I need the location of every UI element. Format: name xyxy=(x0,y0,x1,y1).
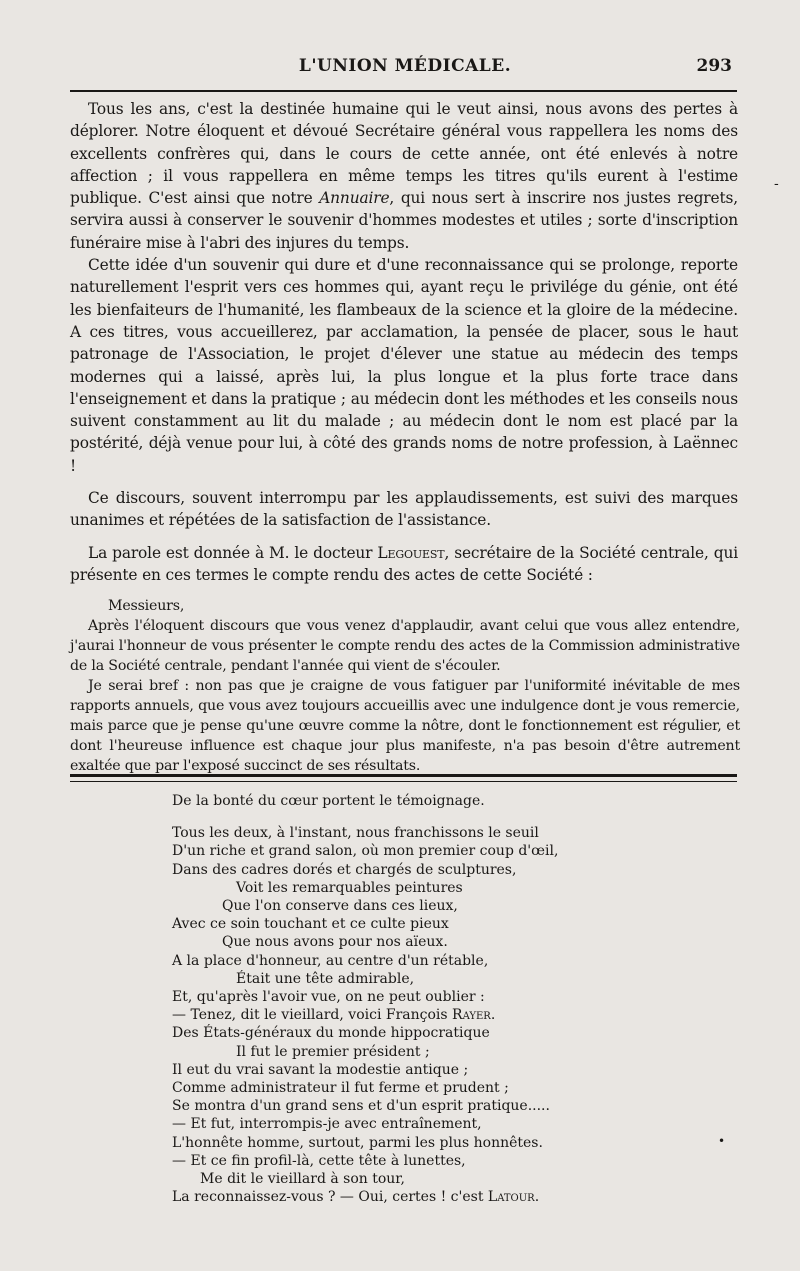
annuaire-title: Annuaire xyxy=(319,189,390,208)
speaker-name: Legouest xyxy=(377,543,445,562)
poem-line: Que l'on conserve dans ces lieux, xyxy=(222,898,458,915)
poem-line: Comme administrateur il fut ferme et prudent ; xyxy=(172,1080,509,1097)
poem-line: Dans des cadres dorés et chargés de sculptures, xyxy=(172,861,517,878)
poem-line: Se montra d'un grand sens et d'un esprit pratique..... xyxy=(172,1098,550,1115)
poem-line: — Tenez, dit le vieillard, voici François Rayer. xyxy=(172,1007,496,1024)
poem-line: D'un riche et grand salon, où mon premier coup d'œil, xyxy=(172,843,559,860)
poem-line: — Et ce fin profil-là, cette tête à lunettes, xyxy=(172,1152,466,1169)
poem-line: A la place d'honneur, au centre d'un rétable, xyxy=(172,952,489,969)
poem-line: Des États-généraux du monde hippocratique xyxy=(172,1025,490,1042)
paragraph: Cette idée d'un souvenir qui dure et d'une reconnaissance qui se prolonge, reporte naturellement l'esprit vers ces hommes qui, ayant reçu le privilége du génie, ont été les bienfaiteurs de l'humanité, les flambeaux de la science et la gloire de la médecine. A ces titres, vous accueillerez, par acclamation, la pensée de placer, sous le haut patronage de l'Association, le projet d'élever une statue au médecin des temps modernes qui a laissé, après lui, la plus longue et la plus forte trace dans l'enseignement et dans la pratique ; au médecin dont les méthodes et les conseils nous suivent constamment au lit du malade ; au médecin dont le nom est placé par la postérité, déjà venue pour lui, à côté des grands noms de notre profession, à Laënnec ! xyxy=(70,256,738,475)
poem-line: Me dit le vieillard à son tour, xyxy=(200,1171,405,1188)
poem-line: Tous les deux, à l'instant, nous franchissons le seuil xyxy=(172,825,539,842)
poem-line: Et, qu'après l'avoir vue, on ne peut oublier : xyxy=(172,989,485,1006)
salutation: Messieurs, xyxy=(108,598,185,614)
poem-line: — Et fut, interrompis-je avec entraînement, xyxy=(172,1116,482,1133)
section-rule xyxy=(70,774,737,777)
page-header xyxy=(70,56,740,82)
person-name: Rayer xyxy=(452,1007,491,1024)
poem-line: La reconnaissez-vous ? — Oui, certes ! c'est Latour. xyxy=(172,1189,540,1206)
speech-text xyxy=(70,98,738,586)
person-name: Latour xyxy=(487,1189,535,1206)
poem-line: Que nous avons pour nos aïeux. xyxy=(222,934,448,951)
paragraph: Je serai bref : non pas que je craigne de vous fatiguer par l'uniformité inévitable de mes rapports annuels, que vous avez toujours accueillis avec une indulgence dont je vous remercie, mais parce que je pense qu'une œuvre comme la nôtre, dont le fonctionnement est régulier, et dont l'heureuse influence est chaque jour plus manifeste, n'a pas besoin d'être autrement exaltée que par l'exposé succinct de ses résultats. xyxy=(70,678,740,774)
poem-line: Il eut du vrai savant la modestie antique ; xyxy=(172,1061,469,1078)
report-text xyxy=(70,596,740,776)
poem xyxy=(172,792,732,1206)
poem-line: Était une tête admirable, xyxy=(236,970,415,987)
poem-line: Avec ce soin touchant et ce culte pieux xyxy=(172,916,449,933)
header-rule xyxy=(70,90,737,92)
margin-dot: • xyxy=(718,1134,726,1148)
section-rule-thin xyxy=(70,781,737,782)
running-head: L'UNION MÉDICALE. xyxy=(298,56,512,76)
poem-line: Il fut le premier président ; xyxy=(236,1043,430,1060)
paragraph: La parole est donnée à M. le docteur Legouest, secrétaire de la Société centrale, qui présente en ces termes le compte rendu des actes de cette Société : xyxy=(70,543,738,584)
margin-mark: - xyxy=(774,176,779,192)
paragraph: Après l'éloquent discours que vous venez d'applaudir, avant celui que vous allez entendre, j'aurai l'honneur de vous présenter le compte rendu des actes de la Commission administrative de la Société centrale, pendant l'année qui vient de s'écouler. xyxy=(70,618,740,674)
poem-line: L'honnête homme, surtout, parmi les plus honnêtes. xyxy=(172,1134,543,1151)
page-number: 293 xyxy=(696,56,732,76)
paragraph: Ce discours, souvent interrompu par les applaudissements, est suivi des marques unanimes et répétées de la satisfaction de l'assistance. xyxy=(70,489,738,530)
paragraph: Tous les ans, c'est la destinée humaine qui le veut ainsi, nous avons des pertes à déplorer. Notre éloquent et dévoué Secrétaire général vous rappellera les noms des excellents confrères qui, dans le cours de cette année, ont été enlevés à notre affection ; il vous rappellera en même temps les titres qu'ils eurent à l'estime publique. C'est ainsi que notre Annuaire, qui nous sert à inscrire nos justes regrets, servira aussi à conserver le souvenir d'hommes modestes et utiles ; sorte d'inscription funéraire mise à l'abri des injures du temps. xyxy=(70,100,738,252)
poem-line: Voit les remarquables peintures xyxy=(236,879,463,896)
poem-line: De la bonté du cœur portent le témoignage. xyxy=(172,793,485,809)
